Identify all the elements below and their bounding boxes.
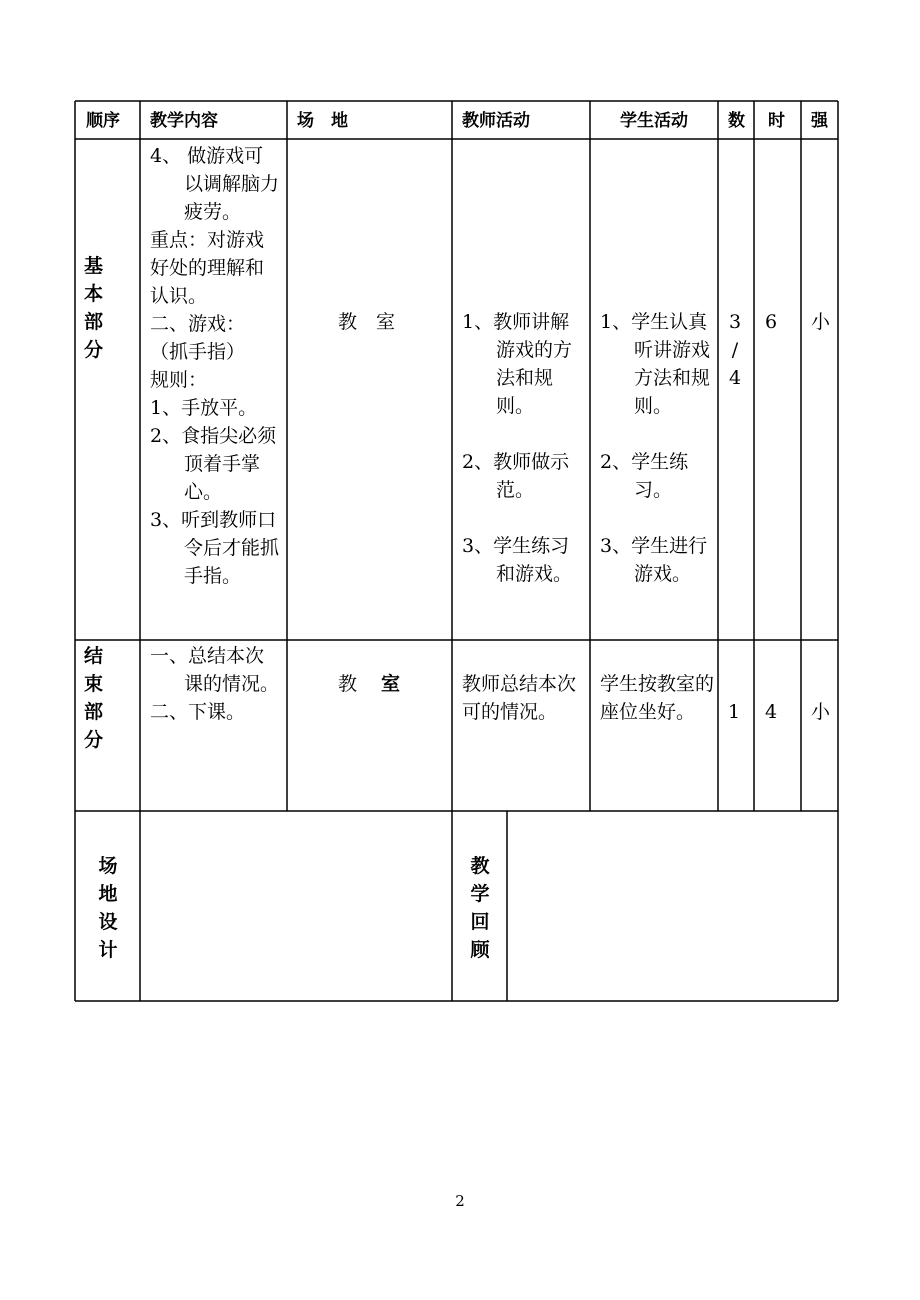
- basic-venue: 教 室: [338, 311, 396, 333]
- basic-content-item: 二、游戏：: [150, 313, 246, 335]
- ending-venue-a: 教: [338, 673, 358, 695]
- teaching-review-char: 学: [470, 883, 490, 905]
- basic-intensity: 小: [811, 311, 831, 333]
- basic-count-part: /: [731, 339, 739, 361]
- basic-content-item: 3、听到教师口令后才能抓手指。: [150, 509, 280, 587]
- venue-design-char: 计: [98, 939, 118, 961]
- ending-section-label: [84, 642, 108, 754]
- ending-content-item: 一、总结本次课的情况。: [150, 645, 280, 695]
- teaching-review-char: 回: [470, 911, 490, 933]
- ending-section-char: 结: [84, 645, 104, 667]
- basic-student-item: 3、学生进行游戏。: [600, 535, 708, 585]
- venue-design-char: 地: [98, 883, 118, 905]
- ending-section-char: 部: [84, 701, 104, 723]
- basic-teacher: [462, 308, 588, 588]
- teaching-review-char: 教: [470, 855, 490, 877]
- header-intensity: 强: [811, 111, 828, 131]
- basic-section-char: 分: [84, 339, 104, 361]
- ending-venue: [338, 670, 400, 698]
- header-time: 时: [768, 111, 785, 131]
- page-number: 2: [455, 1192, 465, 1210]
- basic-content-item: 2、食指尖必须顶着手掌心。: [150, 425, 277, 503]
- basic-count-part: 4: [728, 367, 742, 389]
- header-student: 学生活动: [620, 111, 688, 131]
- header-teacher: 教师活动: [462, 111, 530, 131]
- ending-content-item: 二、下课。: [150, 701, 246, 723]
- basic-section-label: [84, 252, 108, 364]
- header-count: 数: [728, 111, 745, 131]
- basic-content-item: 规则：: [150, 369, 208, 391]
- basic-content-item: （抓手指）: [150, 341, 246, 363]
- basic-student: [600, 308, 712, 588]
- ending-time: 4: [765, 701, 778, 723]
- basic-teacher-item: 2、教师做示范。: [462, 451, 570, 501]
- basic-section-char: 本: [84, 283, 104, 305]
- ending-section-char: 分: [84, 729, 104, 751]
- ending-count: 1: [728, 701, 741, 723]
- ending-student: 学生按教室的座位坐好。: [600, 673, 715, 723]
- basic-teacher-item: 1、教师讲解游戏的方法和规则。: [462, 311, 573, 417]
- header-venue: 场 地: [297, 111, 348, 131]
- ending-section-char: 束: [84, 673, 104, 695]
- basic-section-char: 部: [84, 311, 104, 333]
- venue-design-char: 场: [98, 855, 118, 877]
- teaching-review-label: [468, 852, 492, 964]
- ending-teacher: 教师总结本次可的情况。: [462, 673, 577, 723]
- basic-student-item: 2、学生练习。: [600, 451, 689, 501]
- venue-design-char: 设: [98, 911, 118, 933]
- basic-count-part: 3: [728, 311, 742, 333]
- basic-student-item: 1、学生认真听讲游戏方法和规则。: [600, 311, 711, 417]
- header-content: 教学内容: [150, 111, 218, 131]
- basic-content-item: 4、 做游戏可以调解脑力疲劳。: [150, 145, 280, 223]
- basic-content-item: 重点：对游戏好处的理解和认识。: [150, 229, 265, 307]
- basic-content: [150, 142, 280, 590]
- basic-content-item: 1、手放平。: [150, 397, 258, 419]
- basic-count: [722, 308, 748, 392]
- ending-venue-b: 室: [381, 673, 401, 695]
- ending-intensity: 小: [811, 701, 831, 723]
- basic-time: 6: [765, 311, 778, 333]
- header-order: 顺序: [86, 111, 120, 131]
- teaching-review-char: 顾: [470, 939, 490, 961]
- venue-design-label: [96, 852, 120, 964]
- basic-teacher-item: 3、学生练习和游戏。: [462, 535, 573, 585]
- ending-content: [150, 642, 280, 726]
- basic-section-char: 基: [84, 255, 104, 277]
